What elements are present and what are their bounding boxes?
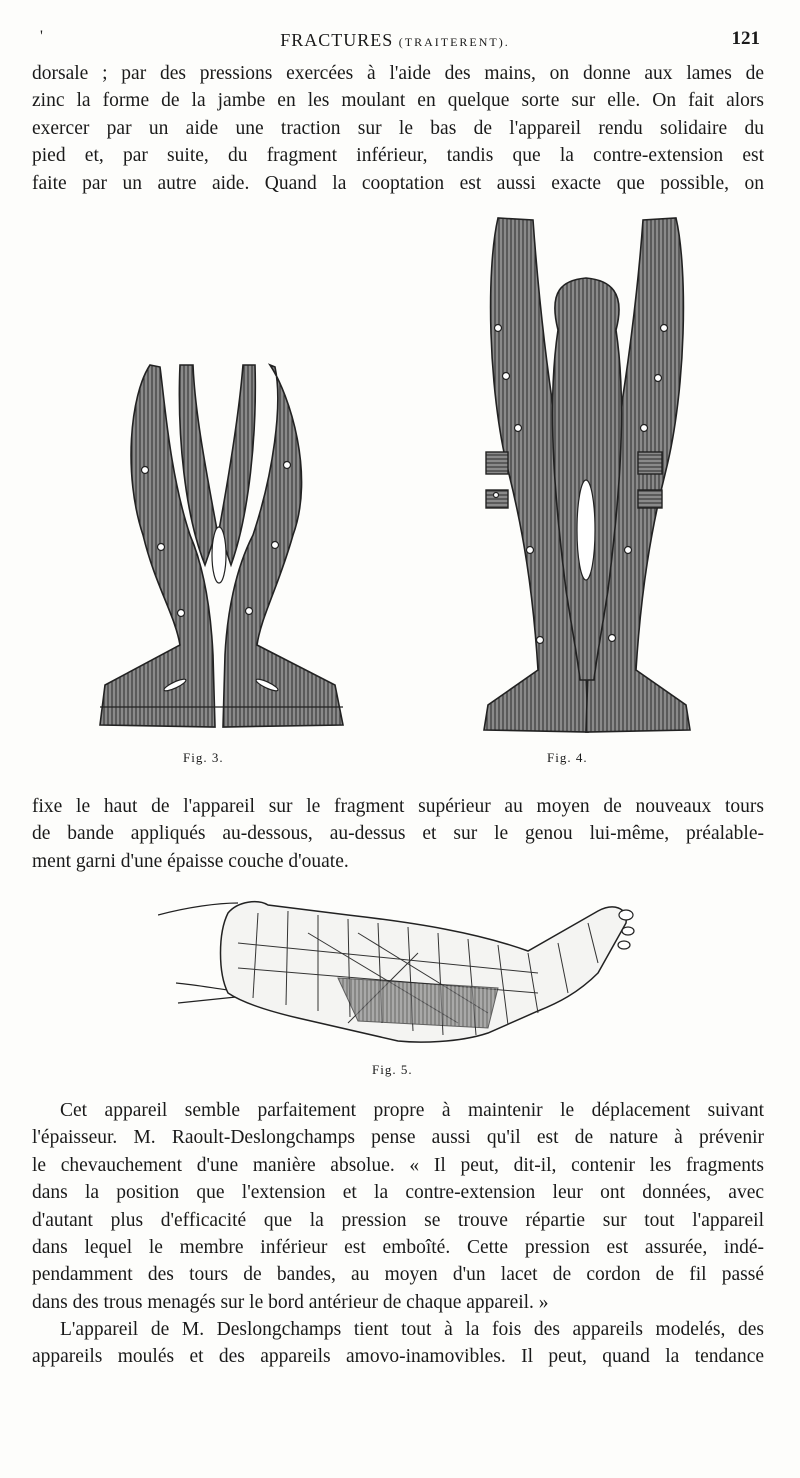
text-line: l'épaisseur. M. Raoult-Deslongchamps pense aussi qu'il est de nature à prévenir: [32, 1127, 764, 1149]
text-line: d'autant plus d'efficacité que la pression se trouve répartie sur tout l'appareil: [32, 1209, 764, 1231]
text-line: L'appareil de M. Deslongchamps tient tout à la fois des appareils modelés, des: [60, 1319, 764, 1340]
text-line: appareils moulés et des appareils amovo-inamovibles. Il peut, quand la tendance: [32, 1346, 764, 1368]
paragraph-4: [32, 1316, 764, 1371]
paragraph-3: [32, 1097, 764, 1316]
paragraph-2: [32, 793, 764, 875]
running-title: [30, 30, 760, 51]
text-line: Cet appareil semble parfaitement propre à maintenir le déplacement suivant: [60, 1100, 764, 1121]
running-title-main: FRACTURES: [280, 30, 394, 50]
text-line: pendamment des tours de bandes, au moyen d'un lacet de cordon de fil passé: [32, 1264, 764, 1286]
figure-4-illustration: [478, 210, 698, 740]
page-number: 121: [731, 28, 760, 49]
text-line: pied et, par suite, du fragment inférieur, tandis que la contre-extension est: [32, 145, 764, 167]
text-line: zinc la forme de la jambe en les moulant en quelque sorte sur elle. On fait alors: [32, 90, 764, 112]
text-line: de bande appliqués au-dessous, au-dessus et sur le genou lui-même, préalable-: [32, 823, 764, 845]
text-line: dans lequel le membre inférieur est emboîté. Cette pression est assurée, indé-: [32, 1237, 764, 1259]
running-title-sub: (TRAITERENT).: [398, 35, 510, 49]
figure-3-caption: Fig. 3.: [183, 750, 224, 765]
running-header: [30, 28, 760, 58]
text-line: dans la position que l'extension et la contre-extension leur ont données, avec: [32, 1182, 764, 1204]
text-line: dans des trous menagés sur le bord antérieur de chaque appareil. »: [32, 1291, 549, 1313]
text-line: le chevauchement d'une manière absolue. « Il peut, dit-il, contenir les fragments: [32, 1154, 764, 1176]
text-line: dorsale ; par des pressions exercées à l'aide des mains, on donne aux lames de: [32, 63, 764, 84]
figure-5-caption: Fig. 5.: [372, 1062, 413, 1077]
figure-4-caption: Fig. 4.: [547, 750, 588, 765]
figure-5-illustration: [158, 893, 638, 1058]
text-line: faite par un autre aide. Quand la cooptation est aussi exacte que possible, on: [32, 172, 764, 194]
header-mark: ': [40, 28, 43, 45]
figure-3-illustration: [95, 355, 355, 735]
paragraph-1: [32, 60, 764, 197]
text-line: exercer par un aide une traction sur le bas de l'appareil rendu solidaire du: [32, 117, 764, 139]
text-line: fixe le haut de l'appareil sur le fragment supérieur au moyen de nouveaux tours: [32, 796, 764, 817]
text-line: ment garni d'une épaisse couche d'ouate.: [32, 850, 349, 872]
